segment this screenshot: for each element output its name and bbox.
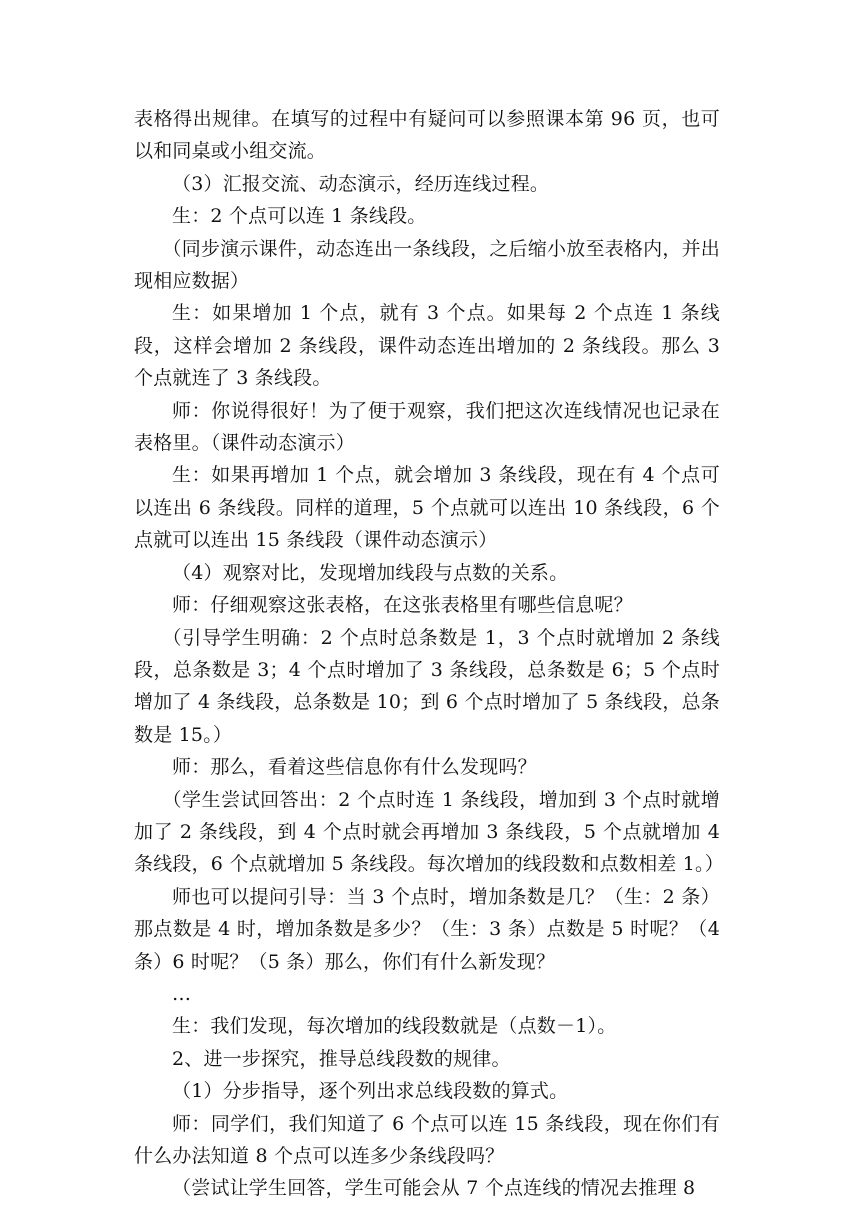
paragraph: 师：你说得很好！为了便于观察，我们把这次连线情况也记录在表格里。（课件动态演示） [134, 399, 720, 455]
paragraph: 师也可以提问引导：当 3 个点时，增加条数是几？（生：2 条）那点数是 4 时，增加条数是多少？（生：3 条）点数是 5 时呢？（4 条）6 时呢？（5 条）那么，你们有什么新发现？ [134, 885, 720, 973]
paragraph: （4）观察对比，发现增加线段与点数的关系。 [172, 561, 569, 584]
paragraph: 生：我们发现，每次增加的线段数就是（点数－1）。 [172, 1015, 617, 1038]
paragraph: … [172, 982, 192, 1005]
paragraph: （引导学生明确：2 个点时总条数是 1，3 个点时就增加 2 条线段，总条数是 3；4 个点时增加了 3 条线段，总条数是 6；5 个点时增加了 4 条线段，总条数是 10；到 6 个点时增加了 5 条线段，总条数是 15。） [134, 626, 720, 746]
body-text [134, 103, 724, 1205]
paragraph: 生：2 个点可以连 1 条线段。 [172, 205, 427, 228]
paragraph: 2、进一步探究，推导总线段数的规律。 [172, 1047, 511, 1070]
paragraph: 生：如果再增加 1 个点，就会增加 3 条线段，现在有 4 个点可以连出 6 条线段。同样的道理，5 个点就可以连出 10 条线段，6 个点就可以连出 15 条线段（课件动态演示） [134, 464, 720, 552]
paragraph: 师：那么，看着这些信息你有什么发现吗？ [172, 756, 537, 779]
paragraph: （3）汇报交流、动态演示，经历连线过程。 [172, 172, 550, 195]
paragraph: 师：同学们，我们知道了 6 个点可以连 15 条线段，现在你们有什么办法知道 8 个点可以连多少条线段吗？ [134, 1112, 720, 1167]
paragraph: 表格得出规律。在填写的过程中有疑问可以参照课本第 96 页，也可以和同桌或小组交流。 [134, 108, 720, 163]
paragraph: （尝试让学生回答，学生可能会从 7 个点连线的情况去推理 8 [172, 1177, 696, 1200]
paragraph: 生：如果增加 1 个点，就有 3 个点。如果每 2 个点连 1 条线段，这样会增加 2 条线段，课件动态连出增加的 2 条线段。那么 3 个点就连了 3 条线段。 [134, 302, 720, 390]
paragraph: （学生尝试回答出：2 个点时连 1 条线段，增加到 3 个点时就增加了 2 条线段，到 4 个点时就会再增加 3 条线段，5 个点就增加 4 条线段，6 个点就增加 5 条线段。每次增加的线段数和点数相差 1。） [134, 788, 724, 876]
paragraph: （1）分步指导，逐个列出求总线段数的算式。 [172, 1080, 569, 1103]
paragraph: 师：仔细观察这张表格，在这张表格里有哪些信息呢？ [172, 594, 633, 617]
paragraph: （同步演示课件，动态连出一条线段，之后缩小放至表格内，并出现相应数据） [134, 237, 720, 293]
